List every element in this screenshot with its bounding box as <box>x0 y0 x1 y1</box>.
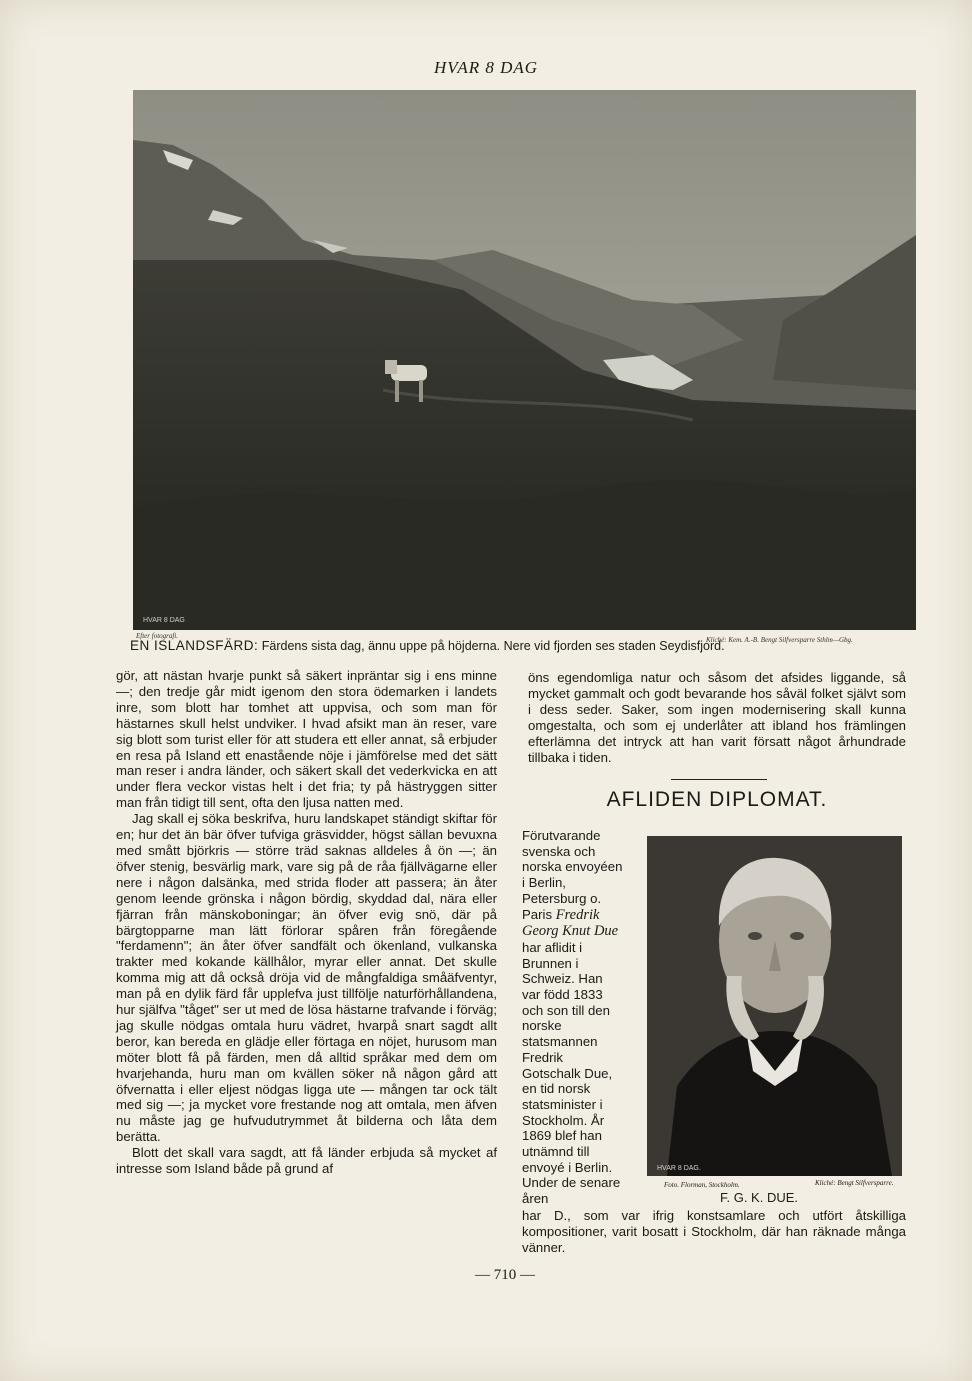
page-header: HVAR 8 DAG <box>433 58 539 77</box>
page-number: — 710 — <box>475 1267 535 1283</box>
photo-credit-right: Kliché: Kem. A.-B. Bengt Silfversparre Sthlm—Gbg. <box>706 636 853 644</box>
left-paragraph-2: Jag skall ej söka beskrifva, huru landskapet ständigt skiftar för en; hur det än bär öfver tufviga gräsvidder, högst sällan bevuxna med smått björkris — större träd saknas alldeles å ön —; än öfver stenig, besvärlig mark, vare sig på de råa fjällvägarne eller nere i någon dalsänka, med strida floder att passera; än åter genom leende grönska i någon bördig, skyddad dal, nära eller fjärran från mänskoboningar; än öfver evig snö, där på bärgtopparne man lätt förlorar spåren från föregående "ferdamenn"; än åter öfver sandfält och ökenland, vulkanska trakter med kokande källhålor, myrar eller annat. Det skulle komma mig att då också dröja vid de mångfaldiga småäfventyr, man på en dylik färd får upplefva just tillfölje naturförhållandena, hur själfva "tåget" ser ut med de lösa hästarne trafvande i förväg; jag skulle nödgas omtala huru vädret, hvarpå snart sagdt allt beror, kan bereda en glädje eller förtaga en nöjet, hurusom man möter blott få på färden, men då alltid språkar med dem om hvarjehanda, huru man om kvällen söker nå någon gård att öfvernatta i eller eljest nödgas ligga ute — mången tar ock tält med sig —; ja mycket vore frestande nog att omtala, men äfven nu måste jag ge hufvudutrymmet åt bilderna och låta dem berätta. <box>116 811 497 1145</box>
left-column <box>116 668 497 1177</box>
portrait-caption: F. G. K. DUE. <box>720 1190 799 1205</box>
left-paragraph-1: gör, att nästan hvarje punkt så säkert inpräntar sig i ens minne —; den tredje går midt igenom den stora ödemarken i landets inre, som blott har tomhet att uppvisa, och som man för hästarnes skull helst undviker. I hvad afsikt man än reser, vare sig blott som turist eller för att studera ett eller annat, så erbjuder en resa på Island ett enastående nöje i jämförelse med det sätt man reser i andra länder, och säkert skall det vederkvicka en att under flera veckor vistas helt i det fria; ty på hästryggen sitter man från tidigt till sent, ofta den ljusa natten med. <box>116 668 497 811</box>
photo-caption <box>130 638 920 653</box>
caption-text: Färdens sista dag, ännu uppe på höjderna. Nere vid fjorden ses staden Seydisfjord. <box>261 639 725 653</box>
portrait-photo <box>647 836 902 1176</box>
landscape-photo <box>133 90 916 630</box>
obituary-continuation-text: har D., som var ifrig konstsamlare och utfört åtskilliga kompositioner, varit bosatt i Stockholm, där han räknade många vänner. <box>522 1208 906 1255</box>
obituary-name: Fredrik Georg Knut Due <box>522 906 619 940</box>
left-paragraph-3: Blott det skall vara sagdt, att få länder erbjuda så mycket af intresse som Island både på grund af <box>116 1145 497 1177</box>
obituary-continuation <box>522 1208 906 1256</box>
caption-lead: EN ISLANDSFÄRD: <box>130 638 259 653</box>
portrait-credit-left: Foto. Florman, Stockholm. <box>664 1181 740 1189</box>
obituary-intro: Förutvarande svenska och norska envoyéen i Berlin, Petersburg o. Paris <box>522 828 623 922</box>
photo-credit-left: Efter fotografi. <box>136 632 178 640</box>
photo-watermark: HVAR 8 DAG <box>143 617 185 624</box>
right-column-top <box>528 670 906 765</box>
portrait-watermark: HVAR 8 DAG. <box>657 1165 701 1172</box>
article-headline: AFLIDEN DIPLOMAT. <box>606 788 828 811</box>
right-paragraph-1: öns egendomliga natur och såsom det afsides liggande, så mycket gammalt och godt bevarande hos såväl folket självt som i dess seder. Saker, som ingen modernisering skall kunna omgestalta, och som ej underlåter att ibland hos främlingen efterlämna det intryck att han varit försatt något århundrade tillbaka i tiden. <box>528 670 906 765</box>
obituary-body: har aflidit i Brunnen i Schweiz. Han var född 1833 och son till den norske statsmannen Fredrik Gotschalk Due, en tid norsk statsminister i Stockholm. År 1869 blef han utnämnd till envoyé i Berlin. Under de senare åren <box>522 939 621 1207</box>
portrait-illustration <box>647 836 902 1176</box>
portrait-credit-right: Kliché: Bengt Silfversparre. <box>815 1179 894 1187</box>
obituary-narrow-column <box>522 828 624 1207</box>
landscape-illustration <box>133 90 916 630</box>
section-divider <box>671 779 767 780</box>
